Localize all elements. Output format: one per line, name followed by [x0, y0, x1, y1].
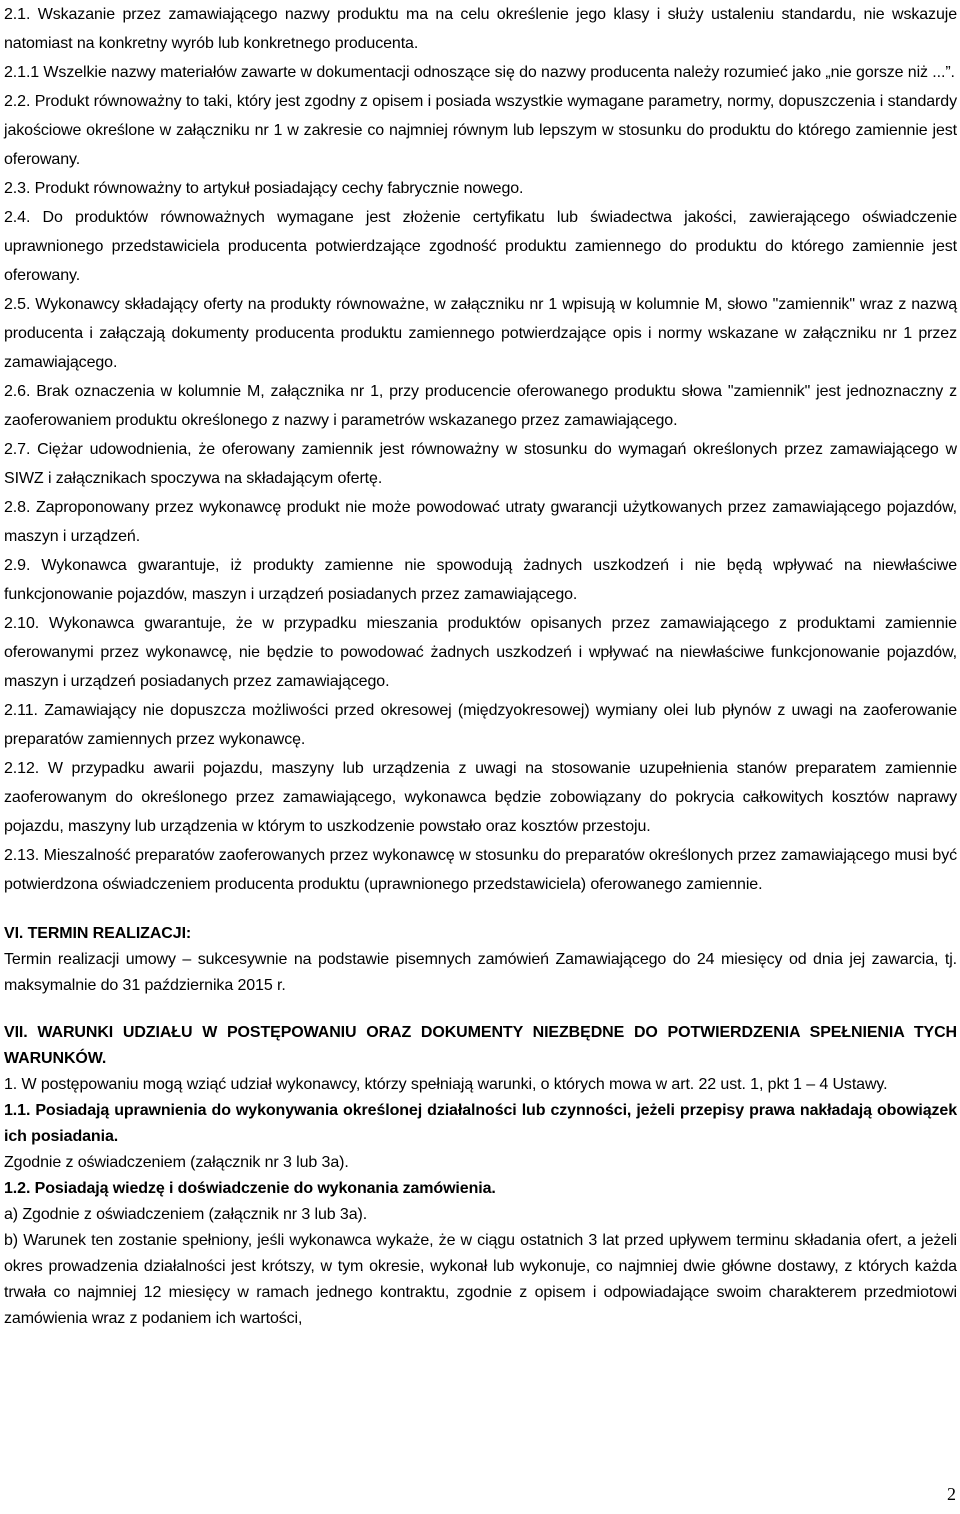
paragraph-2-7: 2.7. Ciężar udowodnienia, że oferowany zamiennik jest równoważny w stosunku do wymagań określonych przez zamawiającego w SIWZ i załącznikach spoczywa na składającym ofertę. [4, 441, 957, 487]
section-7-item-1-1-text: Zgodnie z oświadczeniem (załącznik nr 3 lub 3a). [4, 1154, 349, 1171]
paragraph-2-3: 2.3. Produkt równoważny to artykuł posiadający cechy fabrycznie nowego. [4, 180, 524, 197]
section-7-item-1-2-heading: 1.2. Posiadają wiedzę i doświadczenie do wykonania zamówienia. [4, 1180, 496, 1197]
paragraph-2-4: 2.4. Do produktów równoważnych wymagane jest złożenie certyfikatu lub świadectwa jakości, zawierającego oświadczenie uprawnionego przedstawiciela producenta potwierdzające zgodność produktu zamiennego do produktu do którego zamiennie jest oferowany. [4, 209, 957, 284]
paragraph-2-11: 2.11. Zamawiający nie dopuszcza możliwości przed okresowej (międzyokresowej) wymiany olei lub płynów z uwagi na zaoferowanie preparatów zamiennych przez wykonawcę. [4, 702, 957, 748]
paragraph-2-6: 2.6. Brak oznaczenia w kolumnie M, załącznika nr 1, przy producencie oferowanego produktu słowa "zamiennik" jest jednoznaczny z zaoferowaniem produktu określonego z nazwy i parametrów wskazanego przez zamawiającego. [4, 383, 957, 429]
paragraph-2-1-1: 2.1.1 Wszelkie nazwy materiałów zawarte w dokumentacji odnoszące się do nazwy producenta należy rozumieć jako „nie gorsze niż ...”. [4, 64, 955, 81]
paragraph-2-5: 2.5. Wykonawcy składający oferty na produkty równoważne, w załączniku nr 1 wpisują w kolumnie M, słowo "zamiennik" wraz z nazwą producenta i załączają dokumenty producenta produktu zamiennego potwierdzające opis i normy wskazane w załączniku nr 1 przez zamawiającego. [4, 296, 957, 371]
paragraph-2-2: 2.2. Produkt równoważny to taki, który jest zgodny z opisem i posiada wszystkie wymagane parametry, normy, dopuszczenia i standardy jakościowe określone w załączniku nr 1 w zakresie co najmniej równym lub lepszym w stosunku do produktu do którego zamiennie jest oferowany. [4, 93, 957, 168]
section-7-heading: VII. WARUNKI UDZIAŁU W POSTĘPOWANIU ORAZ DOKUMENTY NIEZBĘDNE DO POTWIERDZENIA SPEŁNIENIA TYCH WARUNKÓW. [4, 1024, 957, 1067]
paragraph-2-10: 2.10. Wykonawca gwarantuje, że w przypadku mieszania produktów opisanych przez zamawiającego z produktami zamiennie oferowanymi przez wykonawcę, nie będzie to powodować żadnych uszkodzeń i wpływać na niewłaściwe funkcjonowanie pojazdów, maszyn i urządzeń posiadanych przez zamawiającego. [4, 615, 957, 690]
paragraph-2-12: 2.12. W przypadku awarii pojazdu, maszyny lub urządzenia z uwagi na stosowanie uzupełnienia stanów preparatem zamiennie zaoferowanym do określonego przez zamawiającego, wykonawca będzie zobowiązany do pokrycia całkowitych kosztów naprawy pojazdu, maszyny lub urządzenia w którym to uszkodzenie powstało oraz kosztów przestoju. [4, 760, 957, 835]
section-7-item-1-2-a: a) Zgodnie z oświadczeniem (załącznik nr 3 lub 3a). [4, 1206, 368, 1223]
section-gap [4, 999, 957, 1020]
section-7-item-1-2-b: b) Warunek ten zostanie spełniony, jeśli wykonawca wykaże, że w ciągu ostatnich 3 lat przed upływem terminu składania ofert, a jeżeli okres prowadzenia działalności jest krótszy, w tym okresie, wykonał lub wykonuje, co najmniej dwie główne dostawy, z których każda trwała co najmniej 12 miesięcy w ramach jednego kontraktu, zgodnie z opisem i odpowiadające swoim charakterem przedmiotowi zamówienia wraz z podaniem ich wartości, [4, 1232, 957, 1327]
section-6-text: Termin realizacji umowy – sukcesywnie na podstawie pisemnych zamówień Zamawiającego do 24 miesięcy od dnia jej zawarcia, tj. maksymalnie do 31 października 2015 r. [4, 951, 957, 994]
paragraph-2-1: 2.1. Wskazanie przez zamawiającego nazwy produktu ma na celu określenie jego klasy i służy ustaleniu standardu, nie wskazuje natomiast na konkretny wyrób lub konkretnego producenta. [4, 6, 957, 52]
page-number: 2 [947, 1484, 956, 1504]
paragraph-2-9: 2.9. Wykonawca gwarantuje, iż produkty zamienne nie spowodują żadnych uszkodzeń i nie będą wpływać na niewłaściwe funkcjonowanie pojazdów, maszyn i urządzeń posiadanych przez zamawiającego. [4, 557, 957, 603]
section-7-item-1: 1. W postępowaniu mogą wziąć udział wykonawcy, którzy spełniają warunki, o których mowa w art. 22 ust. 1, pkt 1 – 4 Ustawy. [4, 1076, 888, 1093]
section-6-heading: VI. TERMIN REALIZACJI: [4, 925, 192, 942]
paragraph-2-13: 2.13. Mieszalność preparatów zaoferowanych przez wykonawcę w stosunku do preparatów określonych przez zamawiającego musi być potwierdzona oświadczeniem producenta produktu (uprawnionego przedstawiciela) oferowanego zamiennie. [4, 847, 957, 893]
section-7-item-1-1-heading: 1.1. Posiadają uprawnienia do wykonywania określonej działalności lub czynności, jeżeli przepisy prawa nakładają obowiązek ich posiadania. [4, 1102, 957, 1145]
paragraph-2-8: 2.8. Zaproponowany przez wykonawcę produkt nie może powodować utraty gwarancji użytkowanych przez zamawiającego pojazdów, maszyn i urządzeń. [4, 499, 957, 545]
section-gap [4, 899, 957, 921]
